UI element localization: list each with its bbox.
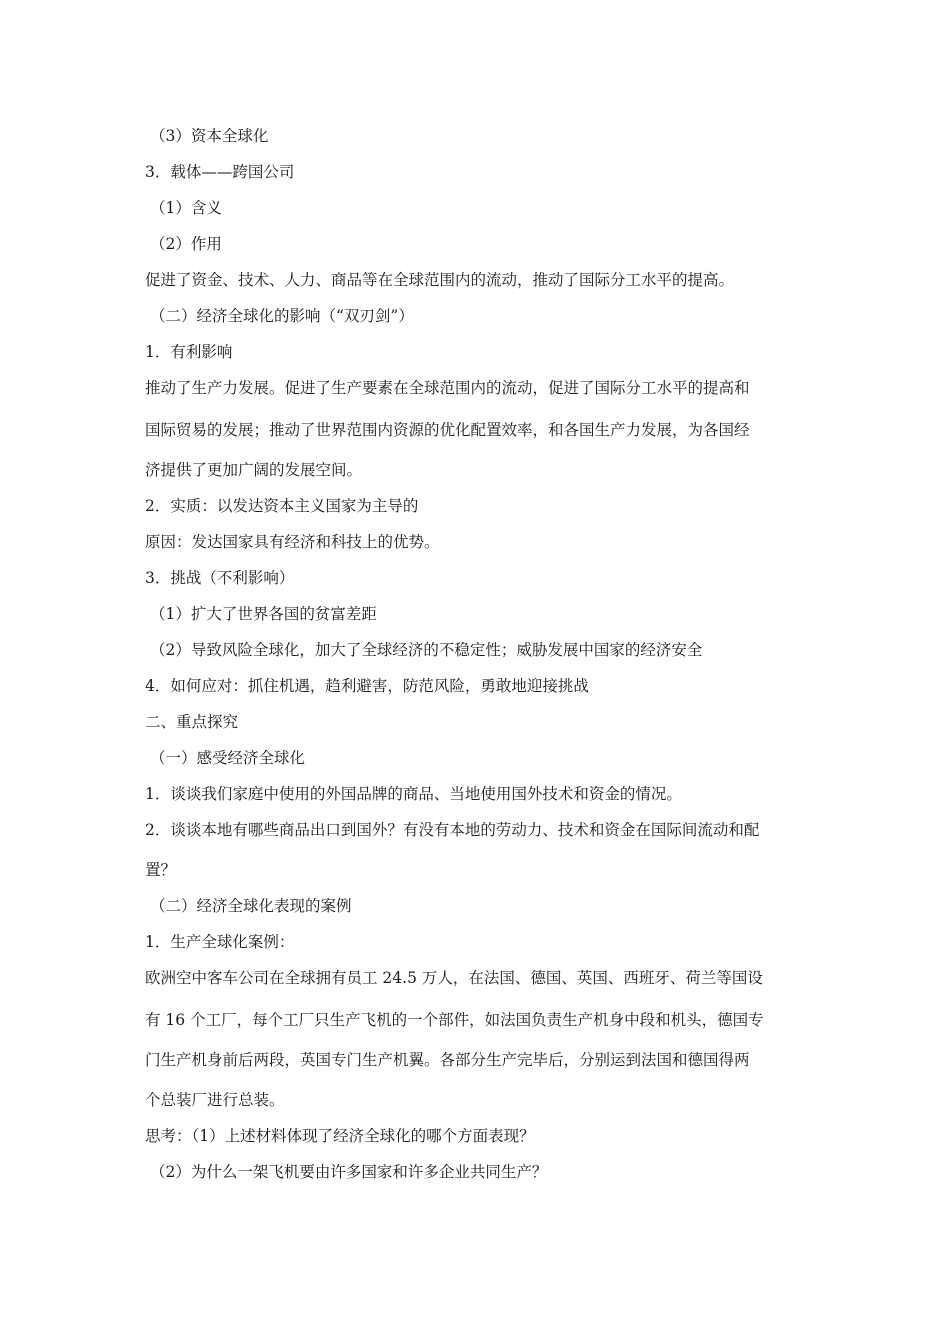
text-line: （2）为什么一架飞机要由许多国家和许多企业共同生产？ <box>150 1163 548 1181</box>
text-line: 1．生产全球化案例： <box>145 933 295 951</box>
section-heading: （一）感受经济全球化 <box>150 749 306 767</box>
text-line: 3．挑战（不利影响） <box>145 569 295 587</box>
section-heading: （二）经济全球化表现的案例 <box>150 897 352 915</box>
text-line: 个总装厂进行总装。 <box>145 1091 285 1109</box>
text-line: 有 16 个工厂，每个工厂只生产飞机的一个部件，如法国负责生产机身中段和机头，德国专 <box>145 1011 764 1029</box>
text-line: 欧洲空中客车公司在全球拥有员工 24.5 万人，在法国、德国、英国、西班牙、荷兰等国设 <box>145 969 763 987</box>
section-heading: （二）经济全球化的影响（“双刃剑”） <box>150 307 414 325</box>
text-line: 2．谈谈本地有哪些商品出口到国外？有没有本地的劳动力、技术和资金在国际间流动和配 <box>145 821 760 839</box>
text-line: 门生产机身前后两段，英国专门生产机翼。各部分生产完毕后，分别运到法国和德国得两 <box>145 1051 750 1069</box>
text-line: 1．谈谈我们家庭中使用的外国品牌的商品、当地使用国外技术和资金的情况。 <box>145 785 682 803</box>
text-line: 促进了资金、技术、人力、商品等在全球范围内的流动，推动了国际分工水平的提高。 <box>145 271 735 289</box>
text-line: 国际贸易的发展；推动了世界范围内资源的优化配置效率，和各国生产力发展，为各国经 <box>145 421 750 439</box>
text-line: （1）扩大了世界各国的贫富差距 <box>150 605 377 623</box>
text-line: （1）含义 <box>150 199 222 217</box>
text-line: 3．载体——跨国公司 <box>145 163 295 181</box>
text-line: （2）导致风险全球化，加大了全球经济的不稳定性；威胁发展中国家的经济安全 <box>150 641 703 659</box>
text-line: 推动了生产力发展。促进了生产要素在全球范围内的流动，促进了国际分工水平的提高和 <box>145 379 750 397</box>
text-line: 原因：发达国家具有经济和科技上的优势。 <box>145 533 440 551</box>
text-line: 4．如何应对：抓住机遇，趋利避害，防范风险，勇敢地迎接挑战 <box>145 677 589 695</box>
text-line: 思考：（1）上述材料体现了经济全球化的哪个方面表现？ <box>145 1127 535 1145</box>
section-heading: 二、重点探究 <box>145 713 239 731</box>
text-line: 2．实质：以发达资本主义国家为主导的 <box>145 497 419 515</box>
text-line: 1．有利影响 <box>145 343 233 361</box>
text-line: 置？ <box>145 861 177 879</box>
text-line: （2）作用 <box>150 235 222 253</box>
text-line: 济提供了更加广阔的发展空间。 <box>145 461 363 479</box>
text-line: （3）资本全球化 <box>150 127 269 145</box>
